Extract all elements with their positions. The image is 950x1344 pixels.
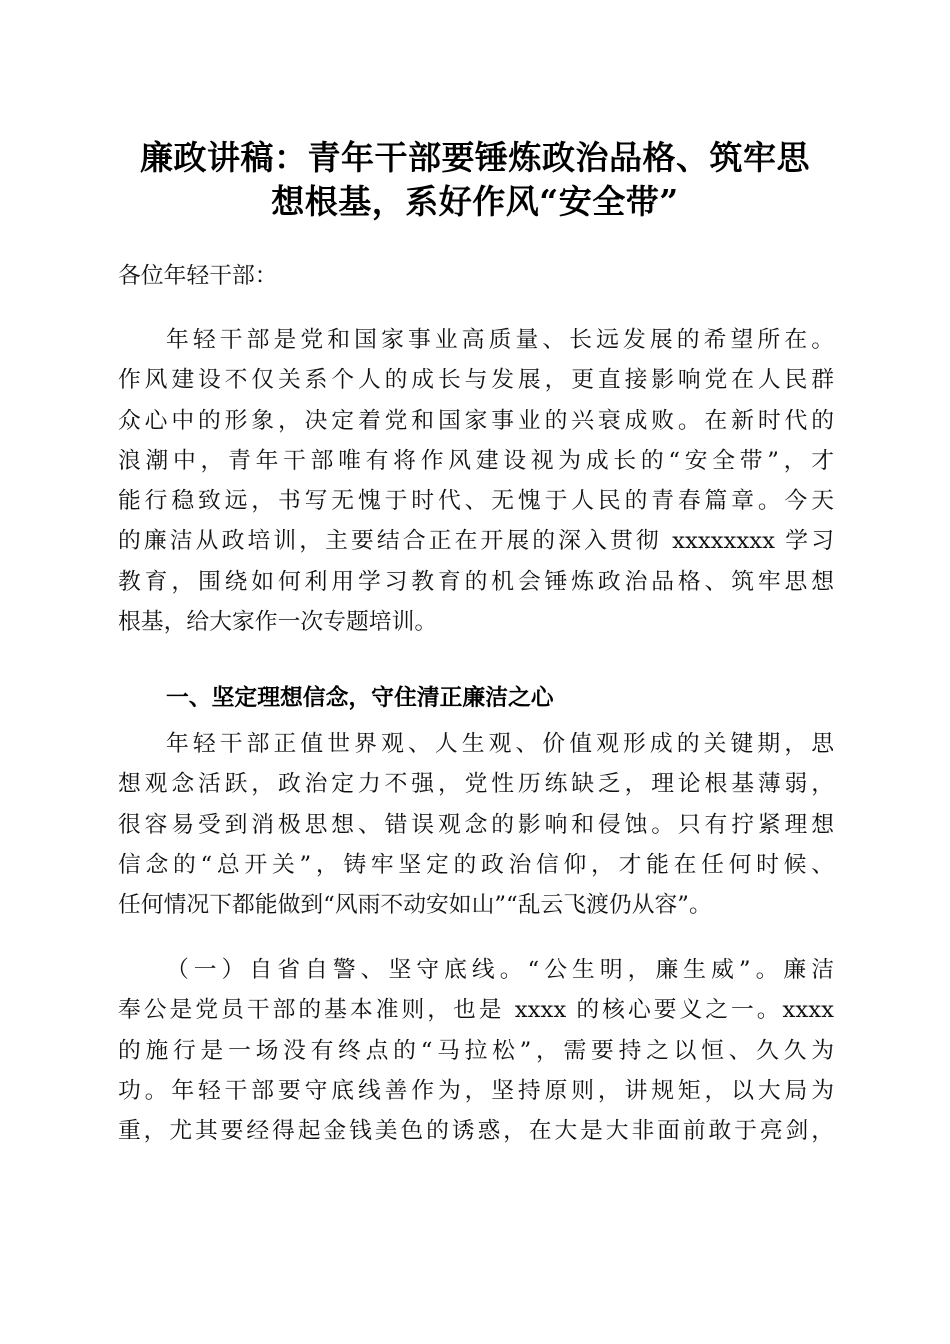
paragraph-line: （一）自省自警、坚守底线。“公生明，廉生威”。廉洁 xyxy=(166,957,834,983)
paragraph-intro xyxy=(118,320,834,642)
paragraph-line: 年轻干部正值世界观、人生观、价值观形成的关键期，思 xyxy=(166,731,834,757)
paragraph-line: 能行稳致远，书写无愧于时代、无愧于人民的青春篇章。今天 xyxy=(118,488,834,515)
paragraph-line: 的施行是一场没有终点的“马拉松”，需要持之以恒、久久为 xyxy=(118,1037,834,1064)
title-line-2: 想根基，系好作风“安全带” xyxy=(271,182,679,221)
paragraph-line: 想观念活跃，政治定力不强，党性历练缺乏，理论根基薄弱， xyxy=(118,771,834,798)
paragraph-line: 年轻干部是党和国家事业高质量、长远发展的希望所在。 xyxy=(166,327,834,353)
paragraph-line: 众心中的形象，决定着党和国家事业的兴衰成败。在新时代的 xyxy=(118,407,834,434)
paragraph-line: 重，尤其要经得起金钱美色的诱惑，在大是大非面前敢于亮剑， xyxy=(118,1118,834,1145)
paragraph-line: 功。年轻干部要守底线善作为，坚持原则，讲规矩，以大局为 xyxy=(118,1077,834,1104)
paragraph-line: 的廉洁从政培训，主要结合正在开展的深入贯彻 xxxxxxxx 学习 xyxy=(118,528,834,555)
paragraph-line: 根基，给大家作一次专题培训。 xyxy=(118,609,438,636)
paragraph-line: 作风建设不仅关系个人的成长与发展，更直接影响党在人民群 xyxy=(118,367,834,394)
paragraph-line: 奉公是党员干部的基本准则，也是 xxxx 的核心要义之一。xxxx xyxy=(118,997,834,1024)
title-line-1: 廉政讲稿：青年干部要锤炼政治品格、筑牢思 xyxy=(140,138,810,177)
paragraph-line: 信念的“总开关”，铸牢坚定的政治信仰，才能在任何时候、 xyxy=(118,851,834,878)
paragraph-section-1 xyxy=(118,724,834,925)
section-heading-1: 一、坚定理想信念，守住清正廉洁之心 xyxy=(166,685,554,711)
paragraph-line: 教育，围绕如何利用学习教育的机会锤炼政治品格、筑牢思想 xyxy=(118,568,834,595)
paragraph-line: 很容易受到消极思想、错误观念的影响和侵蚀。只有拧紧理想 xyxy=(118,811,834,838)
salutation: 各位年轻干部： xyxy=(118,263,278,289)
document-title xyxy=(118,136,832,224)
paragraph-line: 任何情况下都能做到“风雨不动安如山”“乱云飞渡仍从容”。 xyxy=(118,892,712,919)
paragraph-subsection-1 xyxy=(118,950,834,1151)
paragraph-line: 浪潮中，青年干部唯有将作风建设视为成长的“安全带”，才 xyxy=(118,447,834,474)
